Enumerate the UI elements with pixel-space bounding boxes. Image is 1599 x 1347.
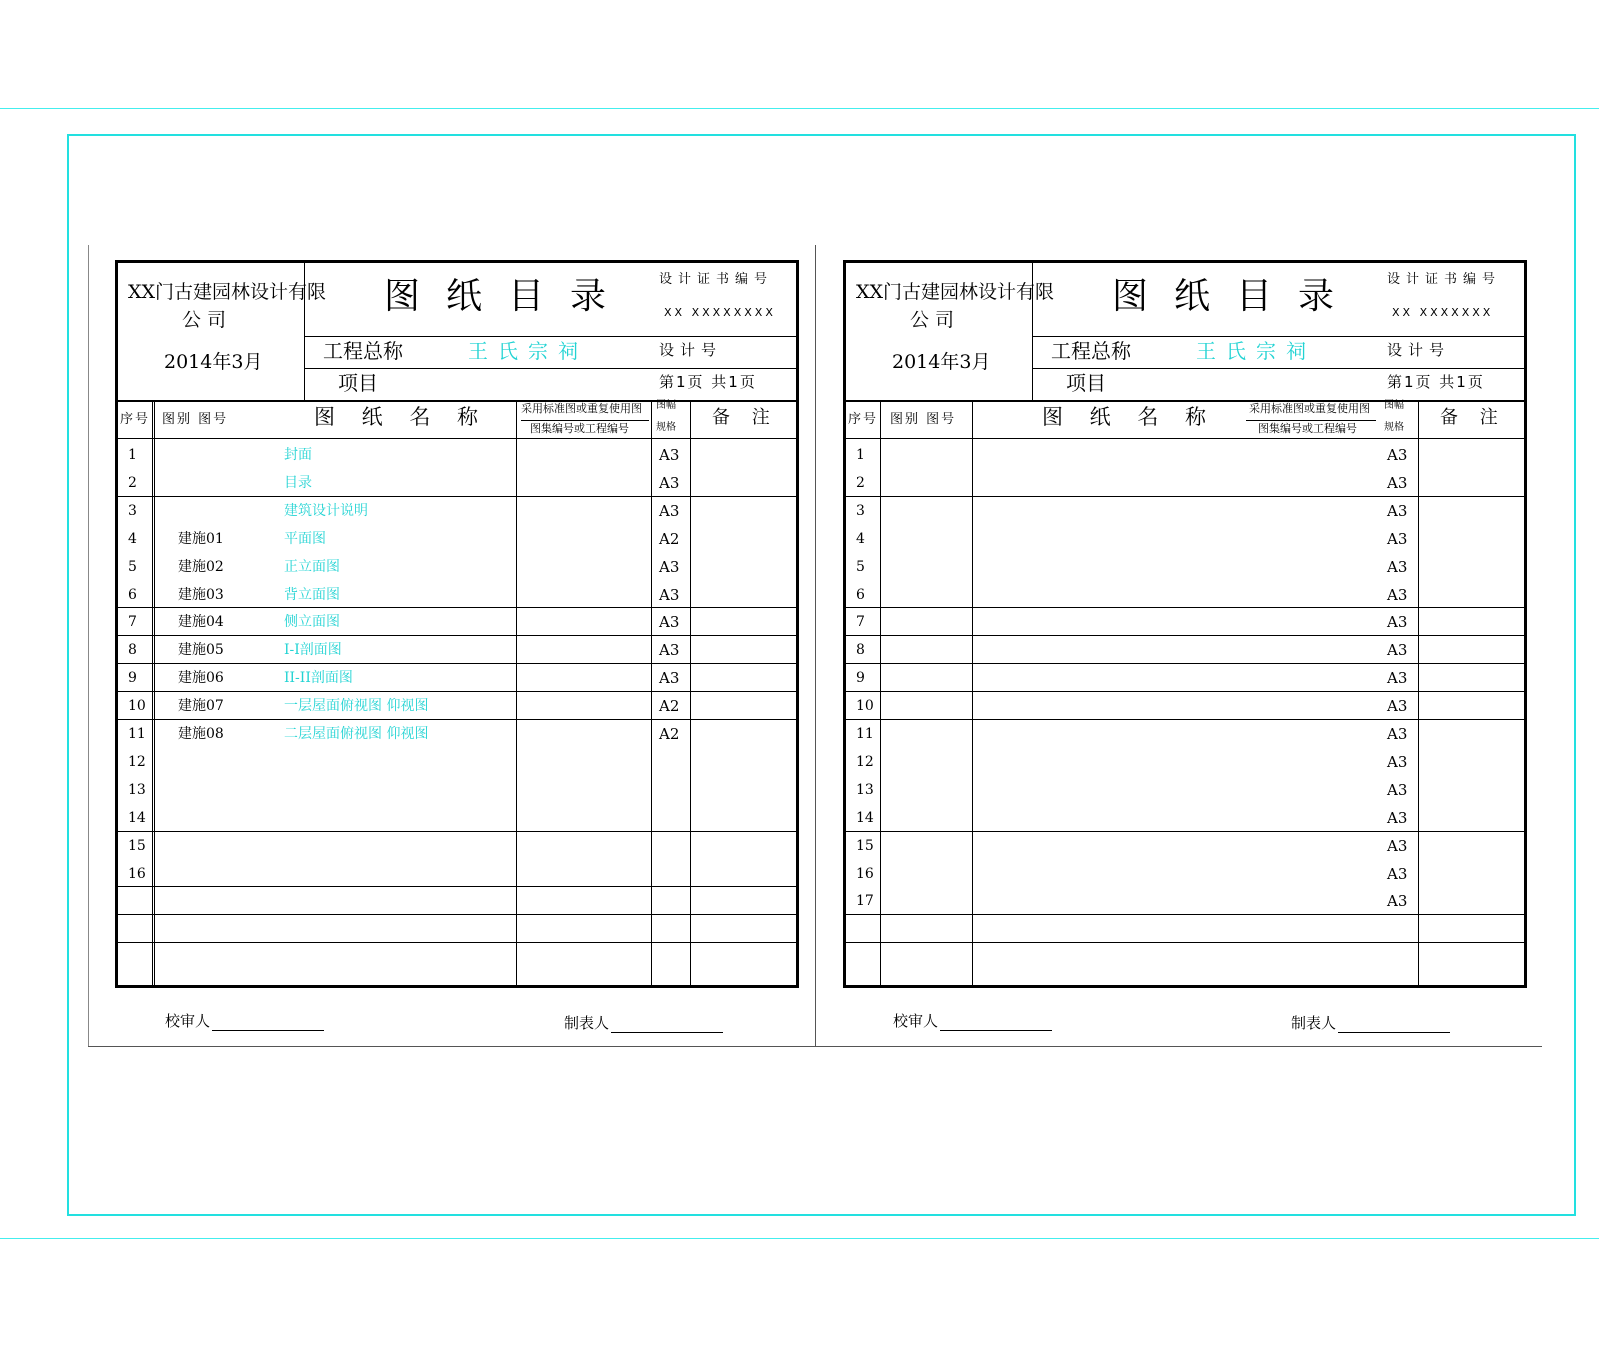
- row-seq: 7: [128, 614, 137, 630]
- row-seq: 15: [128, 838, 146, 854]
- grid-line-h: [1032, 336, 1524, 337]
- row-seq: 2: [856, 475, 865, 491]
- row-size: A3: [1387, 641, 1408, 659]
- row-size: A3: [1387, 781, 1408, 799]
- maker-signature-line-right[interactable]: [1338, 1018, 1450, 1033]
- bottom-baseline: [88, 1046, 1542, 1047]
- grid-line-h: [846, 914, 1524, 915]
- issue-date: 2014年3月: [164, 351, 263, 373]
- row-size: A3: [1387, 669, 1408, 687]
- project-total-label: 工程总称: [323, 339, 403, 363]
- row-seq: 1: [856, 447, 865, 463]
- maker-signature: [564, 1012, 723, 1033]
- row-seq: 10: [128, 698, 146, 714]
- row-seq: 14: [856, 810, 874, 826]
- row-seq: 12: [856, 754, 874, 770]
- row-size: A3: [1387, 809, 1408, 827]
- row-size: A3: [1387, 753, 1408, 771]
- row-size: A2: [659, 697, 680, 715]
- row-drawing-code: 建施07: [178, 698, 224, 714]
- grid-line-h: [118, 438, 796, 439]
- row-drawing-code: 建施04: [178, 614, 224, 630]
- drawing-index-sheet-left: [115, 260, 799, 988]
- grid-line-h: [118, 831, 796, 832]
- checker-signature-right: [893, 1010, 1052, 1031]
- project-name: 王氏宗祠: [468, 339, 588, 363]
- drawing-index-sheet-right: [843, 260, 1527, 988]
- header-size-1: 图幅: [1384, 400, 1404, 411]
- design-number-label: 设计号: [1387, 341, 1451, 359]
- header-standard-2: 图集编号或工程编号: [530, 422, 629, 435]
- grid-line-h: [1246, 420, 1376, 421]
- grid-line-v: [1418, 400, 1419, 988]
- grid-line-v: [690, 400, 691, 988]
- row-size: A3: [1387, 530, 1408, 548]
- row-size: A3: [659, 613, 680, 631]
- header-seq: 序号: [848, 412, 879, 427]
- project-total-label: 工程总称: [1051, 339, 1131, 363]
- header-seq: 序号: [120, 412, 151, 427]
- grid-line-h: [304, 368, 796, 369]
- row-size: A3: [659, 586, 680, 604]
- row-seq: 6: [856, 587, 865, 603]
- row-seq: 16: [856, 866, 874, 882]
- row-size: A3: [659, 641, 680, 659]
- grid-line-v: [516, 400, 517, 988]
- grid-line-h: [1032, 368, 1524, 369]
- grid-line-v: [972, 400, 973, 988]
- checker-label-right: 校审人: [893, 1012, 939, 1030]
- cert-number-label: 设计证书编号: [659, 272, 774, 287]
- header-category: 图别 图号: [890, 412, 957, 427]
- cert-number-value: XX XXXXXXXX: [664, 306, 776, 319]
- company-name-line2: 公 司: [182, 309, 227, 331]
- row-size: A3: [1387, 892, 1408, 910]
- grid-line-h: [118, 607, 796, 608]
- grid-line-h: [304, 336, 796, 337]
- grid-line-h: [118, 719, 796, 720]
- row-seq: 9: [856, 670, 865, 686]
- sheet-divider-line: [815, 245, 816, 1047]
- header-size-2: 规格: [656, 422, 676, 433]
- grid-line-h: [846, 400, 1524, 402]
- row-size: A3: [1387, 613, 1408, 631]
- header-category: 图别 图号: [162, 412, 229, 427]
- row-drawing-name: 平面图: [284, 531, 326, 547]
- cert-number-label: 设计证书编号: [1387, 272, 1502, 287]
- grid-line-h: [118, 635, 796, 636]
- row-seq: 13: [856, 782, 874, 798]
- row-drawing-name: 封面: [284, 447, 312, 463]
- header-remark: 备 注: [712, 407, 778, 428]
- company-name-line1: XX门古建园林设计有限: [128, 281, 327, 303]
- row-size: A3: [1387, 502, 1408, 520]
- row-size: A3: [659, 446, 680, 464]
- grid-line-h: [846, 719, 1524, 720]
- checker-signature: [165, 1010, 324, 1031]
- header-size-1: 图幅: [656, 400, 676, 411]
- grid-line-h: [118, 914, 796, 915]
- row-seq: 2: [128, 475, 137, 491]
- row-seq: 16: [128, 866, 146, 882]
- grid-line-h: [118, 400, 796, 402]
- row-seq: 4: [856, 531, 865, 547]
- row-seq: 8: [128, 642, 137, 658]
- left-margin-line: [88, 245, 89, 1047]
- grid-line-v: [154, 400, 155, 988]
- row-seq: 4: [128, 531, 137, 547]
- checker-signature-line-right[interactable]: [940, 1016, 1052, 1031]
- company-name-line1: XX门古建园林设计有限: [856, 281, 1055, 303]
- row-seq: 13: [128, 782, 146, 798]
- row-seq: 11: [128, 726, 146, 742]
- row-drawing-name: 二层屋面俯视图 仰视图: [284, 726, 429, 742]
- maker-signature-right: [1291, 1012, 1450, 1033]
- header-standard-2: 图集编号或工程编号: [1258, 422, 1357, 435]
- item-label: 项目: [1066, 371, 1106, 395]
- row-seq: 17: [856, 893, 874, 909]
- row-seq: 1: [128, 447, 137, 463]
- row-seq: 10: [856, 698, 874, 714]
- maker-label: 制表人: [564, 1014, 610, 1032]
- row-size: A3: [1387, 725, 1408, 743]
- cert-number-value: XX XXXXXXX: [1392, 306, 1494, 319]
- page-info: 第1页 共1页: [1387, 373, 1485, 391]
- grid-line-h: [118, 691, 796, 692]
- row-seq: 6: [128, 587, 137, 603]
- grid-line-v: [880, 400, 881, 988]
- row-drawing-name: II-II剖面图: [284, 670, 353, 686]
- row-drawing-name: 建筑设计说明: [284, 503, 368, 519]
- row-drawing-code: 建施03: [178, 587, 224, 603]
- row-size: A3: [659, 669, 680, 687]
- grid-line-v: [152, 400, 153, 988]
- grid-line-h: [846, 607, 1524, 608]
- row-size: A3: [1387, 837, 1408, 855]
- row-drawing-code: 建施05: [178, 642, 224, 658]
- row-seq: 9: [128, 670, 137, 686]
- row-drawing-name: 一层屋面俯视图 仰视图: [284, 698, 429, 714]
- row-size: A3: [659, 502, 680, 520]
- grid-line-h: [846, 663, 1524, 664]
- issue-date: 2014年3月: [892, 351, 991, 373]
- row-size: A3: [1387, 586, 1408, 604]
- checker-label: 校审人: [165, 1012, 211, 1030]
- row-seq: 3: [856, 503, 865, 519]
- grid-line-h: [846, 496, 1524, 497]
- item-label: 项目: [338, 371, 378, 395]
- row-size: A3: [659, 558, 680, 576]
- grid-line-h: [846, 831, 1524, 832]
- row-drawing-code: 建施08: [178, 726, 224, 742]
- header-standard-1: 采用标准图或重复使用图: [1249, 402, 1370, 415]
- row-seq: 7: [856, 614, 865, 630]
- grid-line-h: [118, 663, 796, 664]
- grid-line-h: [118, 886, 796, 887]
- row-drawing-code: 建施02: [178, 559, 224, 575]
- design-number-label: 设计号: [659, 341, 723, 359]
- header-standard-1: 采用标准图或重复使用图: [521, 402, 642, 415]
- grid-line-h: [521, 420, 649, 421]
- row-size: A2: [659, 530, 680, 548]
- row-size: A3: [1387, 446, 1408, 464]
- grid-line-v: [651, 400, 652, 988]
- grid-line-h: [846, 438, 1524, 439]
- project-name: 王氏宗祠: [1196, 339, 1316, 363]
- row-drawing-name: 目录: [284, 475, 312, 491]
- row-size: A3: [1387, 865, 1408, 883]
- row-seq: 8: [856, 642, 865, 658]
- header-drawing-name: 图 纸 名 称: [1042, 405, 1217, 429]
- grid-line-h: [846, 635, 1524, 636]
- checker-signature-line[interactable]: [212, 1016, 324, 1031]
- row-drawing-name: 侧立面图: [284, 614, 340, 630]
- row-seq: 3: [128, 503, 137, 519]
- row-size: A3: [1387, 474, 1408, 492]
- row-size: A3: [1387, 697, 1408, 715]
- row-seq: 5: [856, 559, 865, 575]
- header-remark: 备 注: [1440, 407, 1506, 428]
- row-drawing-name: I-I剖面图: [284, 642, 342, 658]
- sheet-title: 图纸目录: [384, 276, 633, 317]
- row-size: A2: [659, 725, 680, 743]
- maker-label-right: 制表人: [1291, 1014, 1337, 1032]
- company-name-line2: 公 司: [910, 309, 955, 331]
- row-drawing-name: 正立面图: [284, 559, 340, 575]
- header-size-2: 规格: [1384, 422, 1404, 433]
- row-seq: 11: [856, 726, 874, 742]
- page-info: 第1页 共1页: [659, 373, 757, 391]
- row-drawing-code: 建施06: [178, 670, 224, 686]
- row-seq: 14: [128, 810, 146, 826]
- maker-signature-line[interactable]: [611, 1018, 723, 1033]
- row-drawing-name: 背立面图: [284, 587, 340, 603]
- grid-line-h: [846, 691, 1524, 692]
- sheet-title: 图纸目录: [1112, 276, 1361, 317]
- row-seq: 5: [128, 559, 137, 575]
- header-drawing-name: 图 纸 名 称: [314, 405, 489, 429]
- row-seq: 15: [856, 838, 874, 854]
- row-size: A3: [1387, 558, 1408, 576]
- row-size: A3: [659, 474, 680, 492]
- grid-line-h: [118, 496, 796, 497]
- row-drawing-code: 建施01: [178, 531, 224, 547]
- row-seq: 12: [128, 754, 146, 770]
- grid-line-h: [846, 942, 1524, 943]
- grid-line-h: [118, 942, 796, 943]
